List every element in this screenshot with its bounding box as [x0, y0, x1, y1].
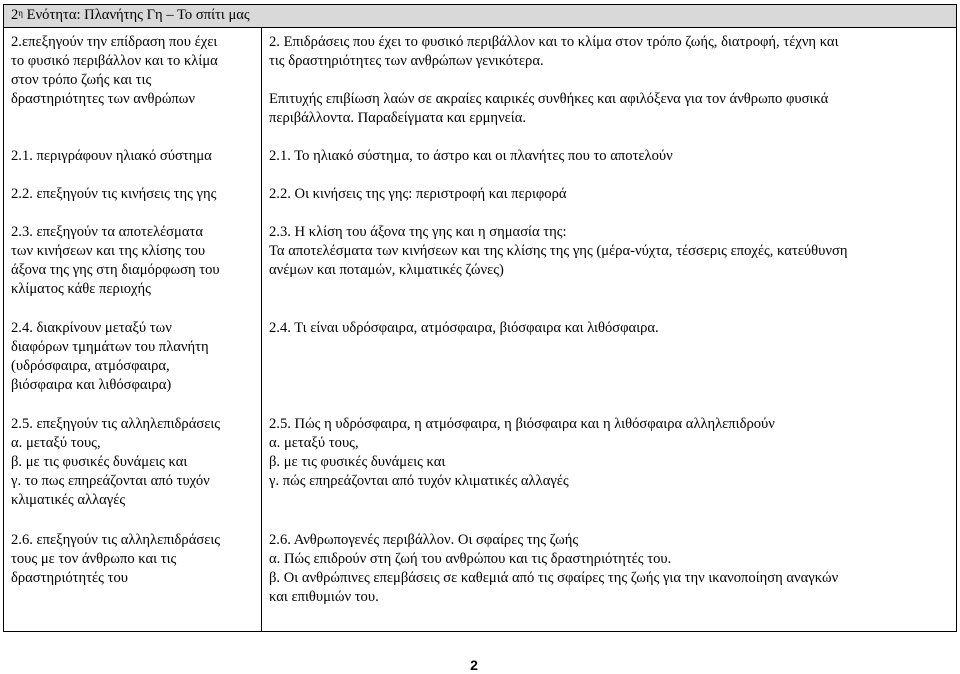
- objectives-column: [4, 28, 262, 632]
- page-number: 2: [470, 657, 478, 673]
- content-2-3: [269, 223, 949, 319]
- objective-2-5: [11, 415, 254, 531]
- table-header-row: [4, 5, 957, 28]
- content-2-2: [269, 185, 949, 223]
- content-2-4: [269, 319, 949, 415]
- objective-line: το φυσικό περιβάλλον και το κλίμα: [11, 53, 218, 69]
- section-title-text: Ενότητα: Πλανήτης Γη – Το σπίτι μας: [23, 7, 250, 23]
- content-column: [262, 28, 957, 632]
- section-title: [4, 5, 957, 28]
- content-line: 2.1. Το ηλιακό σύστημα, το άστρο και οι πλανήτες που το αποτελούν: [269, 148, 673, 164]
- section-number: 2: [11, 7, 19, 23]
- content-line: και επιθυμιών του.: [269, 589, 379, 605]
- content-line: 2.2. Οι κινήσεις της γης: περιστροφή και περιφορά: [269, 186, 567, 202]
- objective-line: 2.επεξηγούν την επίδραση που έχει: [11, 34, 218, 50]
- content-line: Επιτυχής επιβίωση λαών σε ακραίες καιρικές συνθήκες και αφιλόξενα για τον άνθρωπο φυσικά: [269, 91, 829, 107]
- content-line: 2. Επιδράσεις που έχει το φυσικό περιβάλλον και το κλίμα στον τρόπο ζωής, διατροφή, τέχνη και: [269, 34, 839, 50]
- objective-line: 2.1. περιγράφουν ηλιακό σύστημα: [11, 148, 212, 164]
- content-line: α. μεταξύ τους,: [269, 435, 359, 451]
- content-2-a: [269, 33, 949, 90]
- curriculum-table: [3, 4, 957, 632]
- objective-2: [11, 33, 254, 147]
- content-line: περιβάλλοντα. Παραδείγματα και ερμηνεία.: [269, 110, 527, 126]
- content-line: ανέμων και ποταμών, κλιματικές ζώνες): [269, 262, 504, 278]
- objective-line: δραστηριότητές του: [11, 570, 128, 586]
- objective-line: τους με τον άνθρωπο και τις: [11, 551, 177, 567]
- objective-line: α. μεταξύ τους,: [11, 435, 101, 451]
- objective-line: διαφόρων τμημάτων του πλανήτη: [11, 339, 209, 355]
- objective-line: άξονα της γης στη διαμόρφωση του: [11, 262, 220, 278]
- objective-2-6: [11, 531, 254, 631]
- objective-2-4: [11, 319, 254, 415]
- objective-2-1: [11, 147, 254, 185]
- objective-line: (υδρόσφαιρα, ατμόσφαιρα,: [11, 358, 170, 374]
- objective-line: γ. το πως επηρεάζονται από τυχόν: [11, 473, 210, 489]
- objective-line: 2.2. επεξηγούν τις κινήσεις της γης: [11, 186, 217, 202]
- objective-line: 2.5. επεξηγούν τις αλληλεπιδράσεις: [11, 416, 221, 432]
- objective-line: 2.6. επεξηγούν τις αλληλεπιδράσεις: [11, 532, 221, 548]
- objective-line: δραστηριότητες των ανθρώπων: [11, 91, 196, 107]
- content-line: 2.3. Η κλίση του άξονα της γης και η σημασία της:: [269, 224, 567, 240]
- content-line: 2.6. Ανθρωπογενές περιβάλλον. Οι σφαίρες της ζωής: [269, 532, 579, 548]
- section-superscript: η: [18, 8, 24, 18]
- content-2-6: [269, 531, 949, 631]
- objective-line: β. με τις φυσικές δυνάμεις και: [11, 454, 188, 470]
- content-line: β. με τις φυσικές δυνάμεις και: [269, 454, 446, 470]
- content-line: τις δραστηριότητες των ανθρώπων γενικότερα.: [269, 53, 544, 69]
- content-line: Τα αποτελέσματα των κινήσεων και της κλίσης της γης (μέρα-νύχτα, τέσσερις εποχές, κατεύθυνση: [269, 243, 848, 259]
- objective-line: κλίματος κάθε περιοχής: [11, 281, 151, 297]
- objective-line: των κινήσεων και της κλίσης του: [11, 243, 206, 259]
- content-line: 2.5. Πώς η υδρόσφαιρα, η ατμόσφαιρα, η βιόσφαιρα και η λιθόσφαιρα αλληλεπιδρούν: [269, 416, 775, 432]
- content-2-1: [269, 147, 949, 185]
- table-body-row: [4, 28, 957, 632]
- objective-2-2: [11, 185, 254, 223]
- content-2-b: [269, 90, 949, 147]
- objective-2-3: [11, 223, 254, 319]
- content-line: γ. πώς επηρεάζονται από τυχόν κλιματικές αλλαγές: [269, 473, 569, 489]
- objective-line: κλιματικές αλλαγές: [11, 492, 126, 508]
- content-line: β. Οι ανθρώπινες επεμβάσεις σε καθεμιά από τις σφαίρες της ζωής για την ικανοποίηση αναγκών: [269, 570, 839, 586]
- objective-line: στον τρόπο ζωής και τις: [11, 72, 152, 88]
- objective-line: βιόσφαιρα και λιθόσφαιρα): [11, 377, 172, 393]
- objective-line: 2.4. διακρίνουν μεταξύ των: [11, 320, 172, 336]
- content-line: 2.4. Τι είναι υδρόσφαιρα, ατμόσφαιρα, βιόσφαιρα και λιθόσφαιρα.: [269, 320, 659, 336]
- objective-line: 2.3. επεξηγούν τα αποτελέσματα: [11, 224, 204, 240]
- content-2-5: [269, 415, 949, 531]
- content-line: α. Πώς επιδρούν στη ζωή του ανθρώπου και τις δραστηριότητές του.: [269, 551, 672, 567]
